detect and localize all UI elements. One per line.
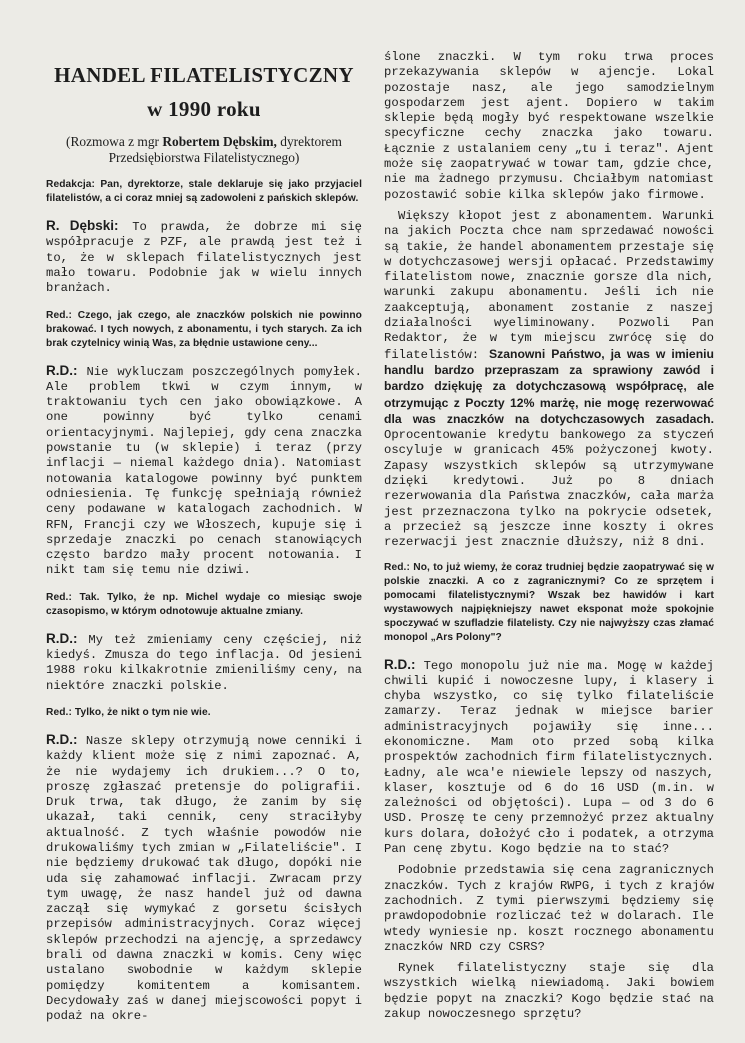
intro-suffix: dyrektorem Przedsiębiorstwa Filatelistycznego) bbox=[108, 134, 342, 166]
left-column bbox=[46, 52, 362, 1037]
speaker-label: R.D.: bbox=[384, 656, 416, 672]
question-3: Red.: Tak. Tylko, że np. Michel wydaje co miesiąc swoje czasopismo, w którym odnotowuje aktualne zmiany. bbox=[46, 591, 362, 617]
paragraph-body bbox=[384, 209, 714, 551]
paragraph-end: Oprocentowanie kredytu bankowego za styczeń oscyluje w granicach 45% pożyczonej kwoty. Zapasy wszystkich sklepów są utrzymywane dzięki kredytowi. Już po 8 dniach rezerwowania dla Państwa znaczków, cała marża jest przeznaczona tylko na pokrycie odsetek, a przecież są jeszcze inne koszty i okres rezerwacji jest znacznie dłuższy, niż 8 dni. bbox=[384, 428, 714, 550]
interview-intro bbox=[46, 134, 362, 166]
question-1: Redakcja: Pan, dyrektorze, stale deklaruje się jako przyjaciel filatelistów, a ci coraz mniej są zadowoleni z pańskich sklepów. bbox=[46, 179, 362, 205]
bold-apology: Szanowni Państwo, ja was w imieniu handlu bardzo przepraszam za sprawiony zawód i bardzo dziękuję za dotychczasową współpracę, ale otrzymując z Poczty 12% marżę, nie mogę rezerwować dla was znaczków na dotychczasowych zasadach. bbox=[384, 346, 714, 426]
speaker-label: R. Dębski: bbox=[46, 218, 119, 234]
answer-4 bbox=[46, 732, 362, 1025]
interviewee-name: Robertem Dębskim, bbox=[162, 134, 277, 150]
right-column bbox=[384, 50, 714, 1028]
title-line-1: HANDEL FILATELISTYCZNY bbox=[54, 63, 354, 87]
paragraph-foreign-stamps bbox=[384, 863, 714, 955]
answer-5 bbox=[384, 657, 714, 858]
answer-text: My też zmieniamy ceny częściej, niż kiedyś. Zmusza do tego inflacja. Od jesieni 1988 roku kilkakrotnie zmieniliśmy ceny, na niektóre znaczki polskie. bbox=[46, 632, 362, 693]
answer-2 bbox=[46, 363, 362, 579]
answer-text: Nasze sklepy otrzymują nowe cenniki i każdy klient może się z nimi zapoznać. A, że nie wydajemy ich drukiem...? O to, proszę zgłaszać pretensje do poligrafii. Druk trwa, tak długo, że zanim by się ukazał, taki cennik, ceny straciłyby aktualność. Z tych właśnie powodów nie drukowaliśmy tych zmian w „Filateliście". I nie będziemy drukować tak długo, dopóki nie uda się zahamować inflacji. Zwracam przy tym uwagę, że nasz handel już od dawna zaczął się wymykać z gorsetu ścisłych przepisów administracyjnych. Coraz więcej sklepów przechodzi na ajencję, a sprzedawcy brali od dawna znaczki w komis. Ceny więc ustalano swobodnie w każdym sklepie pomiędzy komitentem a komisantem. Decydowały zaś w danej miejscowości popyt i podaż na okre- bbox=[46, 733, 362, 1024]
speaker-label: R.D.: bbox=[46, 630, 78, 646]
paragraph-text: Podobnie przedstawia się cena zagranicznych znaczków. Tych z krajów RWPG, i tych z krajów zachodnich. Z tymi pierwszymi będziemy się prawdopodobnie rozliczać też w dolarach. Ile wtedy wyniesie np. koszt rocznego abonamentu znaczków NRD czy CSRS? bbox=[384, 863, 714, 954]
paragraph-text: Rynek filatelistyczny staje się dla wszystkich wielką niewiadomą. Jaki bowiem będzie popyt na znaczki? Kogo będzie stać na zakup nowoczesnego sprzętu? bbox=[384, 961, 714, 1022]
answer-text: Nie wykluczam poszczególnych pomyłek. Ale problem tkwi w czym innym, w traktowaniu tych cen jako obowiązkowe. A one powinny być tylko cenami orientacyjnymi. Najlepiej, gdy cena znaczka powstanie tu (w sklepie) i teraz (przy inflacji — niemal każdego dnia). Natomiast notowania katalogowe powinny być punktem odniesienia. Tę funkcję spełniają również ceny podawane w katalogach zachodnich. W RFN, Francji czy we Włoszech, kupuje się i sprzedaje znaczki po cenach stanowiących często bardzo mały procent notowania. I nikt tam się temu nie dziwi. bbox=[46, 364, 362, 578]
answer-3 bbox=[46, 631, 362, 694]
answer-4-continued: ślone znaczki. W tym roku trwa proces przekazywania sklepów w ajencje. Lokal pozostaje nasz, ale jego samodzielnym gospodarzem jest ajent. Dopiero w takim sklepie będą mogły być respektowane wszelkie specyficzne cechy znaczka jako towaru. Łącznie z ustalaniem ceny „tu i teraz". Ajent może się zaopatrywać w towar tam, gdzie chce, nie ma żadnego przymusu. Chciałbym natomiast pozostawić sobie kilka sklepów jako firmowe. bbox=[384, 50, 714, 202]
answer-text: Tego monopolu już nie ma. Mogę w każdej chwili kupić i nowoczesne lupy, i klasery i chyba wszystko, co się tylko filateliście zamarzy. Teraz jednak w miejsce barier administracyjnych pojawiły się inne... ekonomiczne. Mam oto przed sobą kilka prospektów zachodnich firm filatelistycznych. Ładny, ale wca'e niewiele lepszy od naszych, klaser, kosztuje od 6 do 16 USD (m.in. w zależności od objętości). Lupa — od 3 do 6 USD. Proszę te ceny przemnożyć przez aktualny kurs dolara, dołożyć cło i podatek, a otrzyma Pan cenę zbytu. Kogo będzie na to stać? bbox=[384, 658, 714, 857]
intro-prefix: (Rozmowa z mgr bbox=[66, 134, 159, 150]
paragraph-market bbox=[384, 961, 714, 1022]
speaker-label: R.D.: bbox=[46, 731, 78, 747]
paragraph-start: Większy kłopot jest z abonamentem. Warunki na jakich Poczta chce nam sprzedawać nowości są takie, że handel abonamentem przestaje się w dotychczasowej wersji opłacać. Przedstawimy filatelistom nowe, znacznie gorsze dla nich, warunki zakupu abonamentu. Jeśli ich nie zaakceptują, abonament zostanie z naszej działalności wyeliminowany. Pozwoli Pan Redaktor, że w tym miejscu zwrócę się do filatelistów: bbox=[384, 208, 714, 362]
question-4: Red.: Tylko, że nikt o tym nie wie. bbox=[46, 706, 211, 718]
question-2: Red.: Czego, jak czego, ale znaczków polskich nie powinno brakować. I tych nowych, z abonamentu, i tych starych. Za ich brak czytelnicy winią Was, za błędnie ustawione ceny... bbox=[46, 309, 362, 349]
article-title bbox=[46, 64, 362, 120]
title-line-2: w 1990 roku bbox=[147, 97, 261, 122]
abonament-paragraph bbox=[384, 209, 714, 551]
question-5: Red.: No, to już wiemy, że coraz trudniej będzie zaopatrywać się w polskie znaczki. A co z zagranicznymi? Co ze sprzętem i pomocami filatelistycznymi? Wszak bez hawidów i kart wystawowych najpiękniejszy nawet eksponat może spokojnie spoczywać w szufladzie filatelisty. Czy nie najwyższy czas złamać monopol „Ars Polony"? bbox=[384, 561, 714, 643]
answer-1 bbox=[46, 218, 362, 296]
speaker-label: R.D.: bbox=[46, 362, 78, 378]
answer-text: To prawda, że dobrze mi się współpracuje z PZF, ale prawdą jest też i to, że w sklepach filatelistycznych jest mało towaru. Podobnie jak w wielu innych branżach. bbox=[46, 220, 362, 296]
